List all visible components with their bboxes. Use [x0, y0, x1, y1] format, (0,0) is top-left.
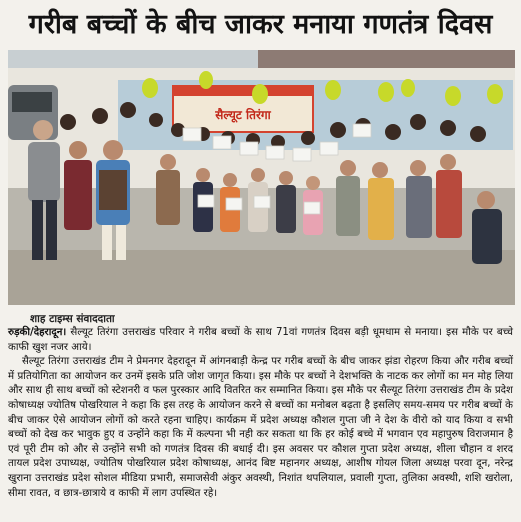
banner-stripe: [173, 86, 313, 96]
lead-text: सैल्यूट तिरंगा उत्तराखंड परिवार ने गरीब बच्चों के साथ 71वां गणतंत्र दिवस बड़ी धूमधाम से मनाया। इस मौके पर बच्चे काफी खुश नजर आये।: [8, 327, 513, 353]
article-body: [8, 326, 513, 501]
lead-paragraph: [8, 326, 513, 355]
car-window: [12, 92, 52, 112]
balloon: [378, 82, 394, 102]
balloon: [401, 79, 415, 97]
balloon: [445, 86, 461, 106]
balloon: [325, 80, 341, 100]
banner-text: सैल्यूट तिरंगा: [215, 108, 271, 122]
ground: [8, 250, 515, 305]
balloon: [199, 71, 213, 89]
dateline: रुड़की/देहरादून।: [8, 327, 67, 338]
byline: शाह टाइम्स संवाददाता: [30, 313, 115, 325]
body-paragraph: सैल्यूट तिरंगा उत्तराखंड टीम ने प्रेमनगर देहरादून में आंगनबाड़ी केन्द्र पर गरीब बच्चों के बीच जाकर झंडा रोहरण किया और गरीब बच्चों में प्रतियोगिता का आयोजन कर उनमें इसके प्रति जोश जागृत किया। इस मौके पर बच्चों ने देशभक्ति के नाटक कर लोगों का मन मोह लिया और साथ ही साथ बच्चों को स्टेशनरी व फल पुरस्कार आदि वितरित कर सम्मानित किया। इस मौके पर सैल्यूट तिरंगा उत्तराखंड टीम के प्रदेश कोषाध्यक्ष ज्योतिष पोखरियाल ने कहा कि इस तरह के आयोजन करने से बच्चों का मनोबल बढ़ता है इसलिए समय-समय पर गरीब बच्चों के बीच जाकर ऐसे आयोजन लोगों को करते रहना चाहिए। कार्यक्रम में प्रदेश अध्यक्ष कौशल गुप्ता जी ने देश के वीरो को याद किया व सभी बच्चों को देख कर भावुक हुए व उन्होंने कहा कि में कल्पना भी नही कर सकता था कि हर कोई बच्चे में भगवान एव महापुरुष विराजमान है एवं पूरी टीम को और से उन्होंने सभी को गणतंत्र दिवस की बधाई दी। इस अवसर पर कौशल गुप्ता प्रदेश अध्यक्ष, शीला चौहान व शरद तायल प्रदेश उपाध्यक्ष, ज्योतिष पोखरियाल प्रदेश कोषाध्यक्ष, आनंद बिष्ट महानगर अध्यक्ष, आशीष गोयल जिला अध्यक्ष परवा दून, नरेन्द्र खुराना उत्तराखंड प्रदेश सोशल मीडिया प्रभारी, समाजसेवी अंकुर अवस्थी, निशांत थपलियाल, प्रवाली गुप्ता, तुलिका अवस्थी, शशि खरोला, सीमा रावत, व छात्र-छात्राये व काफी में लाग उपस्थित रहे।: [8, 356, 513, 499]
article-photo: [8, 50, 515, 305]
roof: [258, 50, 515, 68]
headline: गरीब बच्चों के बीच जाकर मनाया गणतंत्र दिवस: [28, 8, 493, 40]
balloon: [252, 84, 268, 104]
balloon: [142, 78, 158, 98]
balloon: [487, 84, 503, 104]
